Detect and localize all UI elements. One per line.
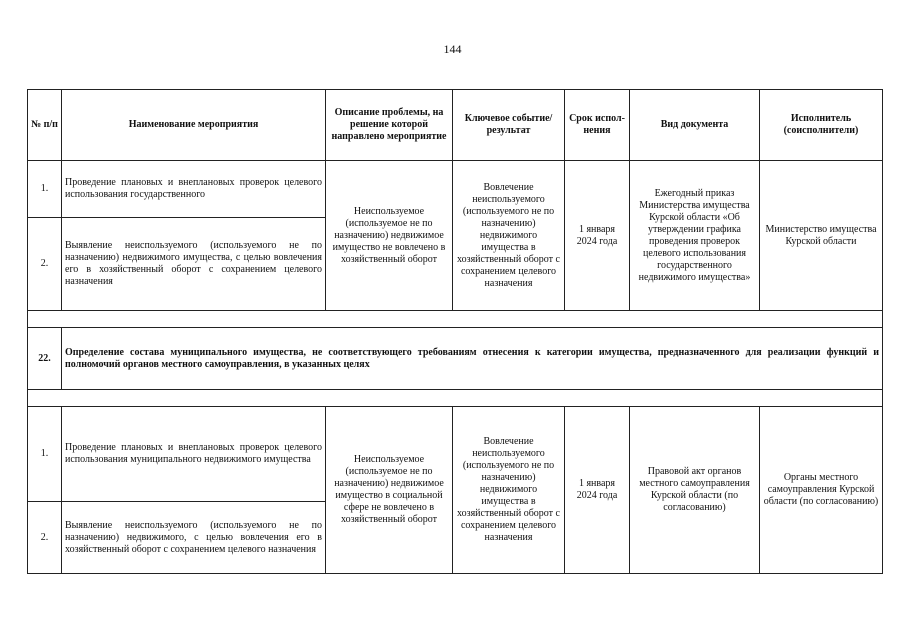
spacer-row <box>28 311 883 328</box>
executor-cell: Органы местного самоуправления Курской области (по согласованию) <box>760 407 883 574</box>
row-num: 1. <box>28 407 62 502</box>
section-title: Определение состава муниципального имущества, не соответствующего требованиям отнесения к категории имущества, предназначенного для реализации функций и полномочий органов местного самоуправления, в указанных целях <box>62 328 883 390</box>
row-name: Выявление неиспользуемого (используемого не по назначению) недвижимого, с целью вовлечения его в хозяйственный оборот с сохранением целевого назначения <box>62 502 326 574</box>
section-num: 22. <box>28 328 62 390</box>
row-num: 2. <box>28 502 62 574</box>
deadline-cell: 1 января 2024 года <box>565 161 630 311</box>
row-name: Проведение плановых и внеплановых проверок целевого использования государственного <box>62 161 326 218</box>
header-num: № п/п <box>28 90 62 161</box>
header-executor: Исполнитель (соисполнители) <box>760 90 883 161</box>
row-num: 2. <box>28 218 62 311</box>
header-doc: Вид документа <box>630 90 760 161</box>
measures-table <box>27 89 883 574</box>
executor-cell: Министерство имущества Курской области <box>760 161 883 311</box>
row-name: Выявление неиспользуемого (используемого не по назначению) недвижимого имущества, с целью вовлечения его в хозяйственный оборот с сохранением целевого назначения <box>62 218 326 311</box>
doc-cell: Ежегодный приказ Министерства имущества Курской области «Об утверждении графика проведения проверок целевого использования государственного недвижимого имущества» <box>630 161 760 311</box>
event-cell: Вовлечение неиспользуемого (используемого не по назначению) недвижимого имущества в хозяйственный оборот с сохранением целевого назначения <box>453 161 565 311</box>
header-problem: Описание проблемы, на решение которой направлено мероприятие <box>326 90 453 161</box>
spacer-row <box>28 390 883 407</box>
deadline-cell: 1 января 2024 года <box>565 407 630 574</box>
header-event: Ключевое событие/ результат <box>453 90 565 161</box>
doc-cell: Правовой акт органов местного самоуправления Курской области (по согласованию) <box>630 407 760 574</box>
header-deadline: Срок испол-нения <box>565 90 630 161</box>
event-cell: Вовлечение неиспользуемого (используемого не по назначению) недвижимого имущества в хозяйственный оборот с сохранением целевого назначения <box>453 407 565 574</box>
problem-cell: Неиспользуемое (используемое не по назначению) недвижимое имущество в социальной сфере не вовлечено в хозяйственный оборот <box>326 407 453 574</box>
table-row <box>28 407 883 502</box>
page-number: 144 <box>443 42 462 56</box>
row-name: Проведение плановых и внеплановых проверок целевого использования муниципального недвижимого имущества <box>62 407 326 502</box>
table-row <box>28 161 883 218</box>
row-num: 1. <box>28 161 62 218</box>
header-row <box>28 90 883 161</box>
problem-cell: Неиспользуемое (используемое не по назначению) недвижимое имущество не вовлечено в хозяйственный оборот <box>326 161 453 311</box>
header-name: Наименование мероприятия <box>62 90 326 161</box>
section-row <box>28 328 883 390</box>
